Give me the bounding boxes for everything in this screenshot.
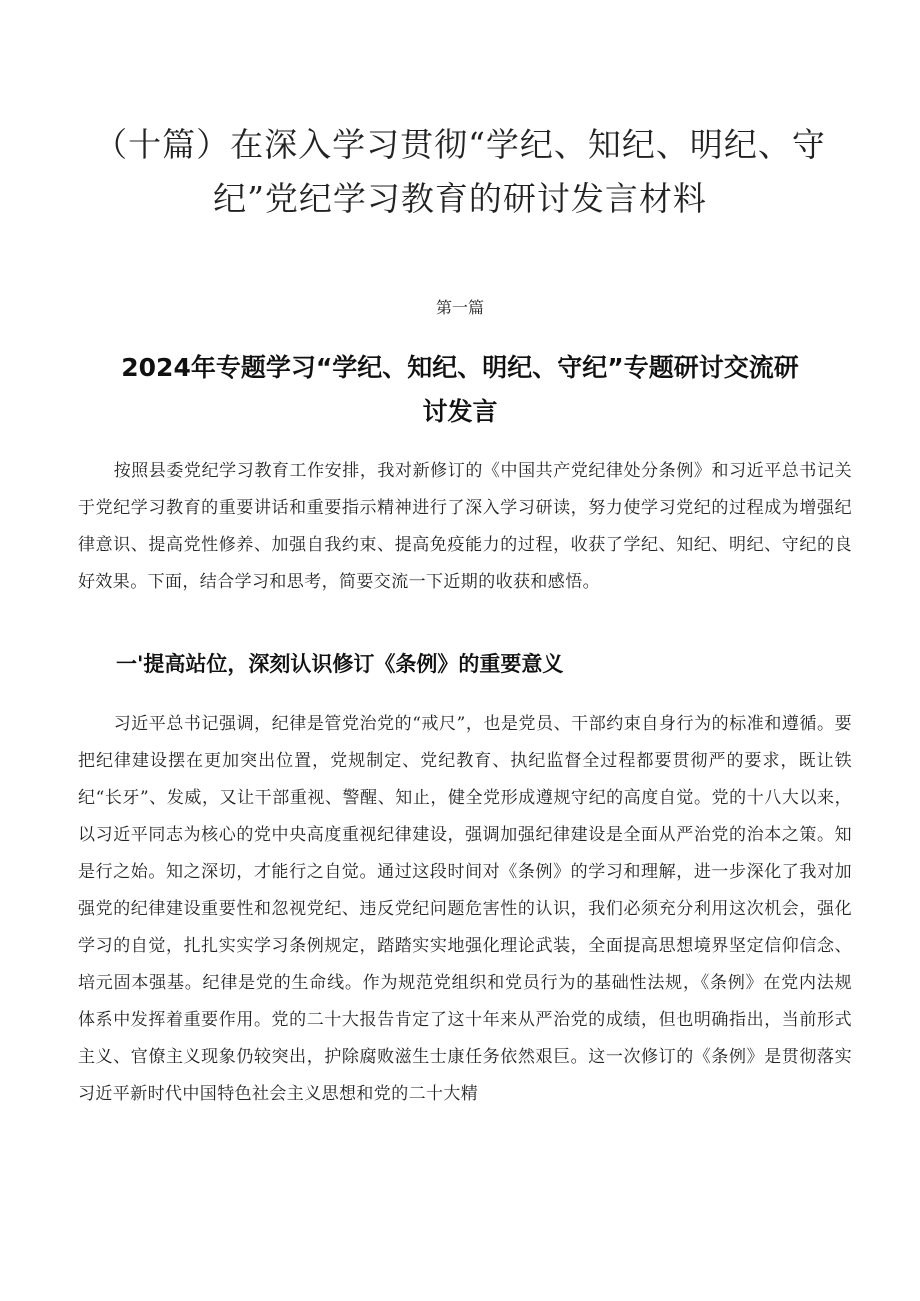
section-label: 第一篇 [435, 298, 484, 317]
body-paragraph: 习近平总书记强调，纪律是管党治党的“戒尺”，也是党员、干部约束自身行为的标准和遵循。要把纪律建设摆在更加突出位置，党规制定、党纪教育、执纪监督全过程都要贯彻严的要求，既让铁纪“长牙”、发威，又让干部重视、警醒、知止，健全党形成遵规守纪的高度自觉。党的十八大以来，以习近平同志为核心的党中央高度重视纪律建设，强调加强纪律建设是全面从严治党的治本之策。知是行之始。知之深切，才能行之自觉。通过这段时间对《条例》的学习和理解，进一步深化了我对加强党的纪律建设重要性和忽视党纪、违反党纪问题危害性的认识，我们必须充分利用这次机会，强化学习的自觉，扎扎实实学习条例规定，踏踏实实地强化理论武装，全面提高思想境界坚定信仰信念、培元固本强基。纪律是党的生命线。作为规范党组织和党员行为的基础性法规，《条例》在党内法规体系中发挥着重要作用。党的二十大报告肯定了这十年来从严治党的成绩，但也明确指出，当前形式主义、官僚主义现象仍较突出，护除腐败滋生士康任务依然艰巨。这一次修订的《条例》是贯彻落实习近平新时代中国特色社会主义思想和党的二十大精 [78, 714, 852, 1104]
intro-paragraph: 按照县委党纪学习教育工作安排，我对新修订的《中国共产党纪律处分条例》和习近平总书记关于党纪学习教育的重要讲话和重要指示精神进行了深入学习研读，努力使学习党纪的过程成为增强纪律意识、提高党性修养、加强自我约束、提高免疫能力的过程，收获了学纪、知纪、明纪、守纪的良好效果。下面，结合学习和思考，简要交流一下近期的收获和感悟。 [78, 461, 852, 592]
document-title: （十篇）在深入学习贯彻“学纪、知纪、明纪、守纪”党纪学习教育的研讨发言材料 [94, 125, 826, 218]
section-subtitle: 2024年专题学习“学纪、知纪、明纪、守纪”专题研讨交流研讨发言 [121, 353, 799, 426]
section-heading-1: 一'提高站位，深刻认识修订《条例》的重要意义 [116, 652, 564, 676]
